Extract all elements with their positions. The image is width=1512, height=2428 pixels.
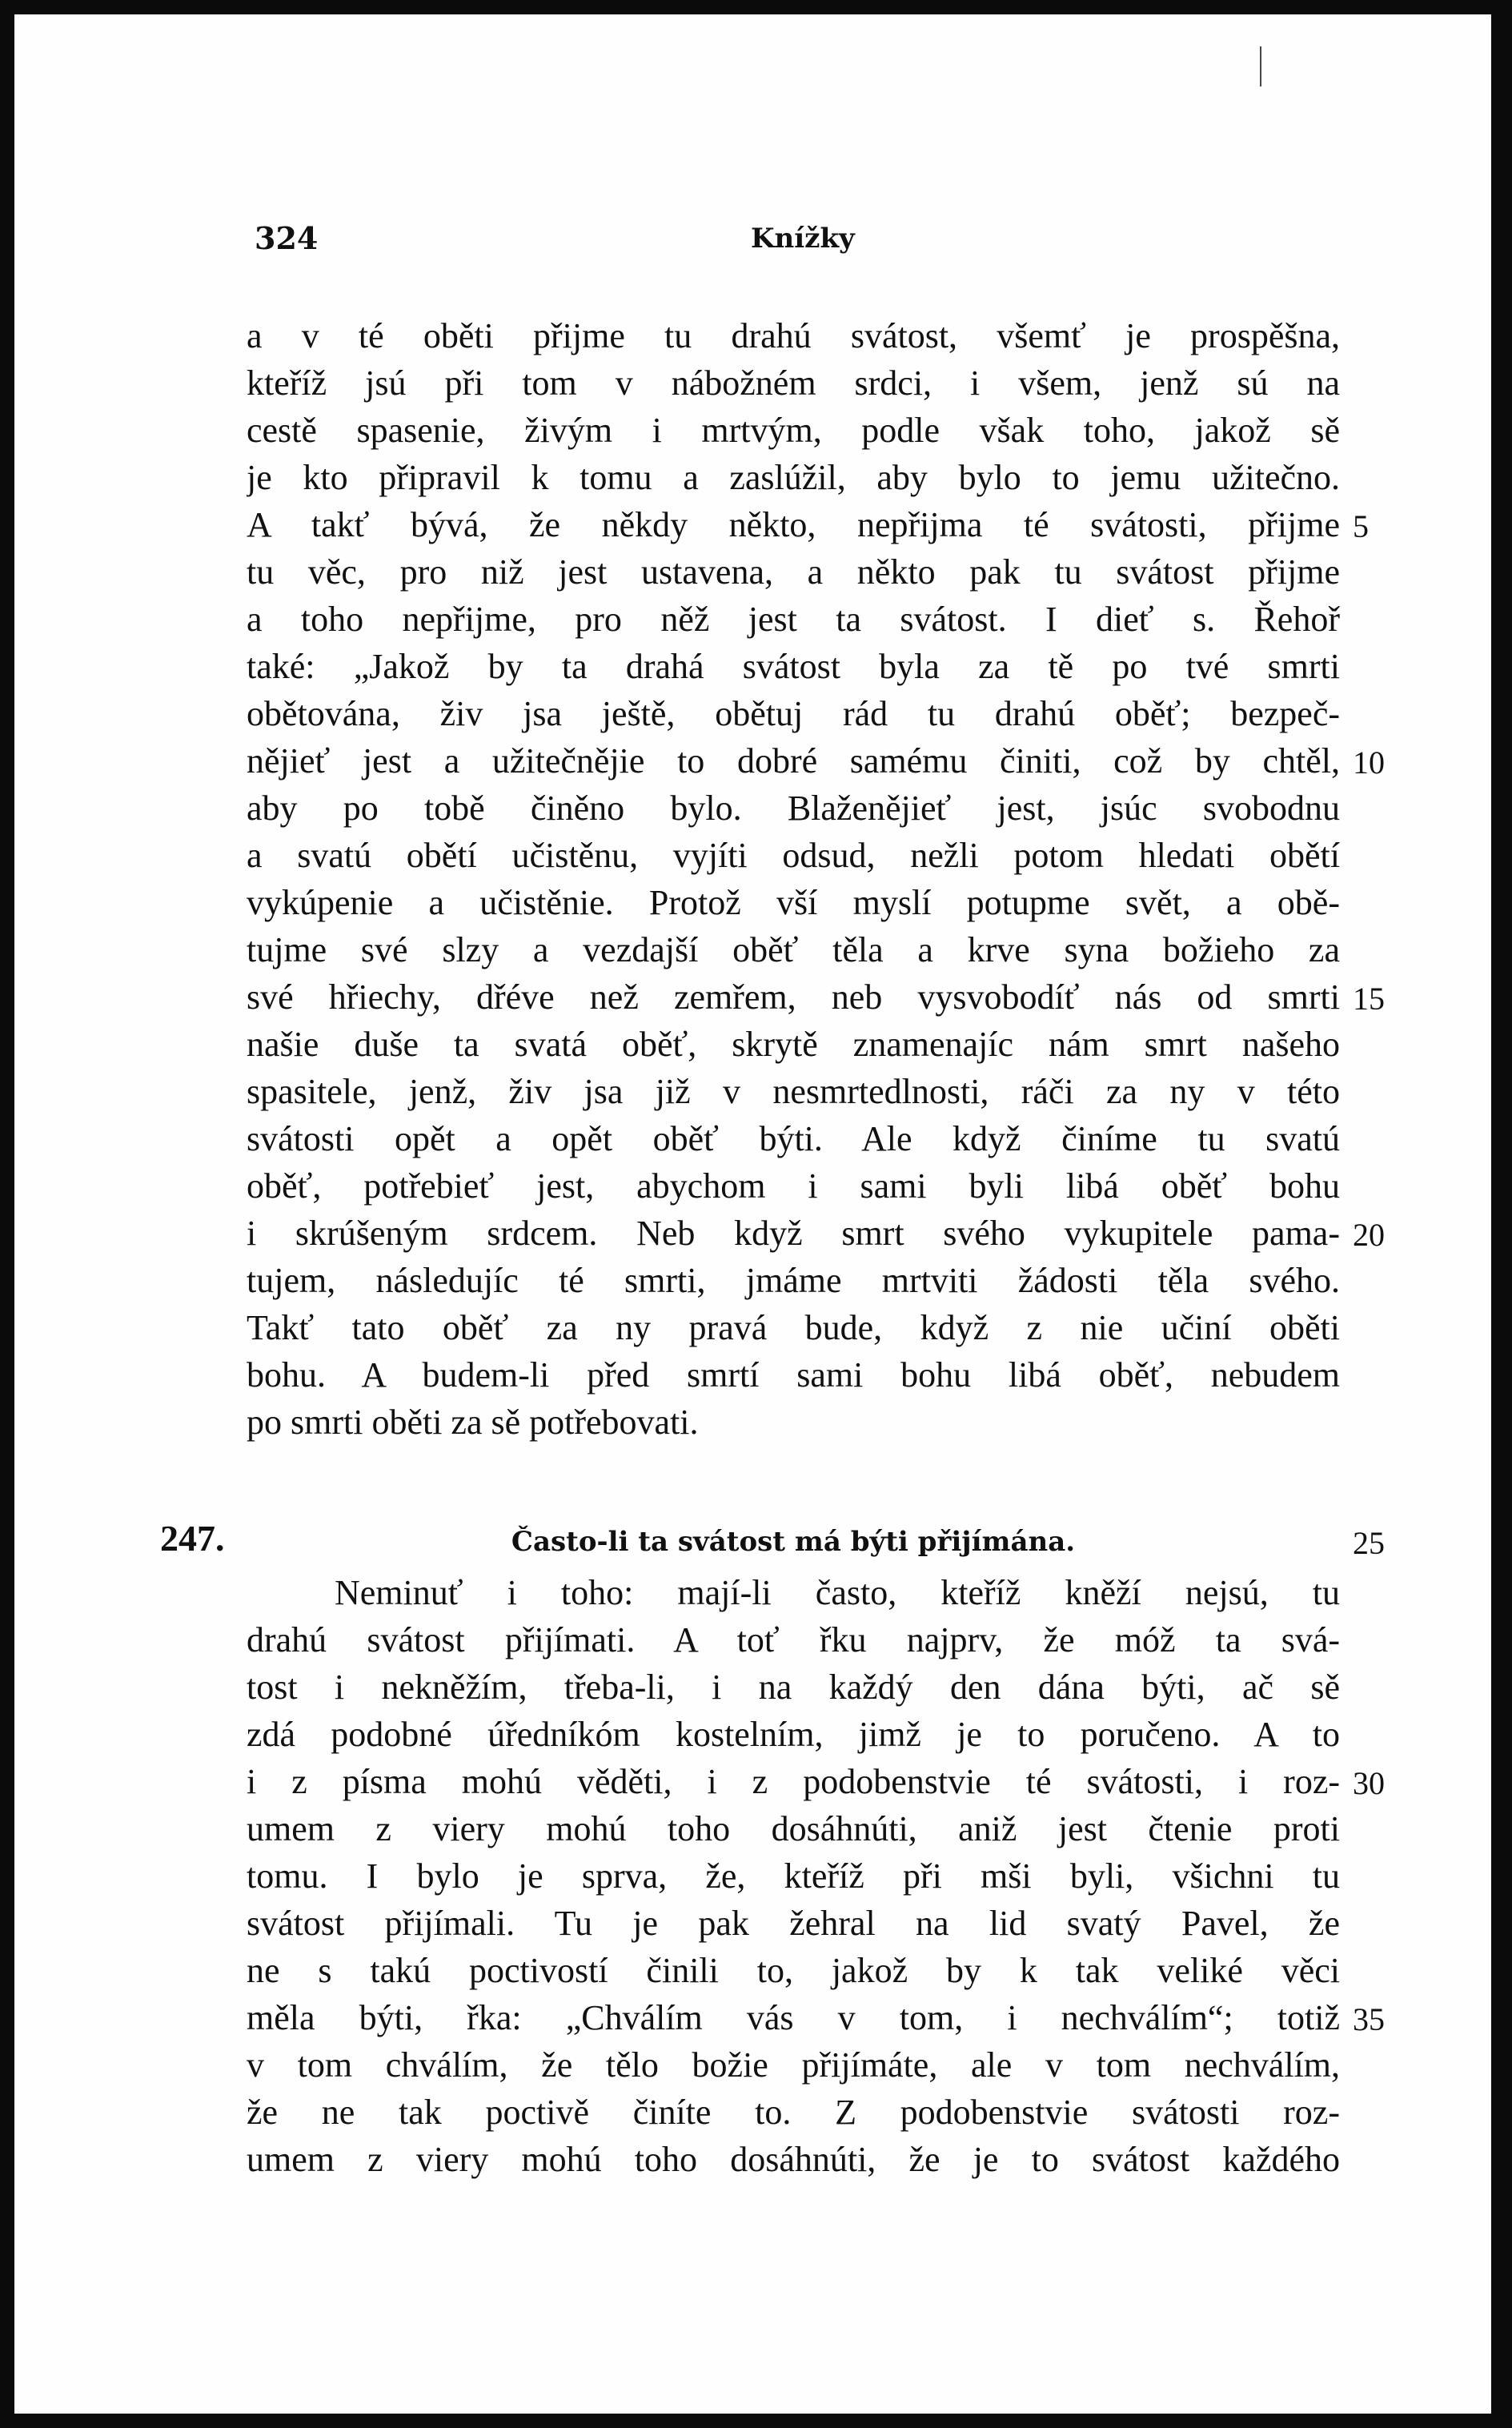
text-line: umem z viery mohú toho dosáhnúti, aniž jest čtenie proti — [247, 1809, 1340, 1848]
text-line: drahú svátost přijímati. A toť řku najprv, že móž ta svá- — [247, 1620, 1340, 1659]
line-number: 15 — [1353, 981, 1385, 1017]
text-line: svátosti opět a opět oběť býti. Ale když činíme tu svatú — [247, 1119, 1340, 1158]
text-line: ne s takú poctivostí činili to, jakož by k tak veliké věci — [247, 1951, 1340, 1990]
text-line: po smrti oběti za sě potřebovati. — [247, 1403, 699, 1442]
text-line: obětována, živ jsa ještě, obětuj rád tu drahú oběť; bezpeč- — [247, 694, 1340, 733]
text-line: tujem, následujíc té smrti, jmáme mrtviti žádosti těla svého. — [247, 1261, 1340, 1300]
text-line: svátost přijímali. Tu je pak žehral na lid svatý Pavel, že — [247, 1904, 1340, 1943]
text-line: spasitele, jenž, živ jsa již v nesmrtedlnosti, ráči za ny v této — [247, 1072, 1340, 1111]
text-line: měla býti, řka: „Chválím vás v tom, i nechválím“; totiž — [247, 1998, 1340, 2037]
section-heading: Často-li ta svátost má býti přijímána. — [511, 1526, 1076, 1558]
text-line: i skrúšeným srdcem. Neb když smrt svého vykupitele pama- — [247, 1214, 1340, 1253]
text-line: Neminuť i toho: mají-li často, kteříž kněží nejsú, tu — [335, 1573, 1340, 1612]
text-line: a v té oběti přijme tu drahú svátost, všemť je prospěšna, — [247, 316, 1340, 355]
text-line: bohu. A budem-li před smrtí sami bohu libá oběť, nebudem — [247, 1355, 1340, 1395]
line-number: 30 — [1353, 1765, 1385, 1801]
text-line: Takť tato oběť za ny pravá bude, když z nie učiní oběti — [247, 1308, 1340, 1347]
text-line: vykúpenie a učistěnie. Protož vší myslí potupme svět, a obě- — [247, 883, 1340, 922]
page-number: 324 — [255, 220, 319, 256]
text-line: je kto připravil k tomu a zaslúžil, aby bylo to jemu užitečno. — [247, 458, 1340, 497]
text-line: tu věc, pro niž jest ustavena, a někto pak tu svátost přijme — [247, 552, 1340, 592]
book-page — [14, 14, 1491, 2414]
text-line: a svatú obětí učistěnu, vyjíti odsud, nežli potom hledati obětí — [247, 836, 1340, 875]
text-line: aby po tobě činěno bylo. Blaženějieť jest, jsúc svobodnu — [247, 789, 1340, 828]
text-line: cestě spasenie, živým i mrtvým, podle však toho, jakož sě — [247, 411, 1340, 450]
text-line: tomu. I bylo je sprva, že, kteříž při mši byli, všichni tu — [247, 1856, 1340, 1896]
line-number: 35 — [1353, 2001, 1385, 2037]
text-line: i z písma mohú věděti, i z podobenstvie té svátosti, i roz- — [247, 1762, 1340, 1801]
section-number: 247. — [160, 1518, 225, 1559]
text-line: v tom chválím, že tělo božie přijímáte, ale v tom nechválím, — [247, 2045, 1340, 2085]
text-line: že ne tak poctivě činíte to. Z podobenstvie svátosti roz- — [247, 2093, 1340, 2132]
text-line: umem z viery mohú toho dosáhnúti, že je to svátost každého — [247, 2140, 1340, 2179]
text-line: oběť, potřebieť jest, abychom i sami byli libá oběť bohu — [247, 1166, 1340, 1206]
text-line: a toho nepřijme, pro něž jest ta svátost. I dieť s. Řehoř — [247, 600, 1340, 639]
text-line: své hřiechy, dřéve než zemřem, neb vysvobodíť nás od smrti — [247, 977, 1340, 1017]
running-title: Knížky — [751, 223, 855, 255]
line-number: 25 — [1353, 1525, 1385, 1561]
line-number: 5 — [1353, 508, 1369, 544]
text-line: kteříž jsú při tom v nábožném srdci, i všem, jenž sú na — [247, 363, 1340, 403]
line-number: 10 — [1353, 744, 1385, 781]
text-line: tost i nekněžím, třeba-li, i na každý den dána býti, ač sě — [247, 1667, 1340, 1707]
text-line: A takť bývá, že někdy někto, nepřijma té svátosti, přijme — [247, 505, 1340, 544]
text-line: zdá podobné úředníkóm kostelním, jimž je to poručeno. A to — [247, 1715, 1340, 1754]
scan-artifact — [1260, 46, 1261, 86]
text-line: také: „Jakož by ta drahá svátost byla za tě po tvé smrti — [247, 647, 1340, 686]
text-line: nějieť jest a užitečnějie to dobré samému činiti, což by chtěl, — [247, 741, 1340, 781]
text-line: tujme své slzy a vezdajší oběť těla a krve syna božieho za — [247, 930, 1340, 969]
line-number: 20 — [1353, 1217, 1385, 1253]
text-line: našie duše ta svatá oběť, skrytě znamenajíc nám smrt našeho — [247, 1025, 1340, 1064]
